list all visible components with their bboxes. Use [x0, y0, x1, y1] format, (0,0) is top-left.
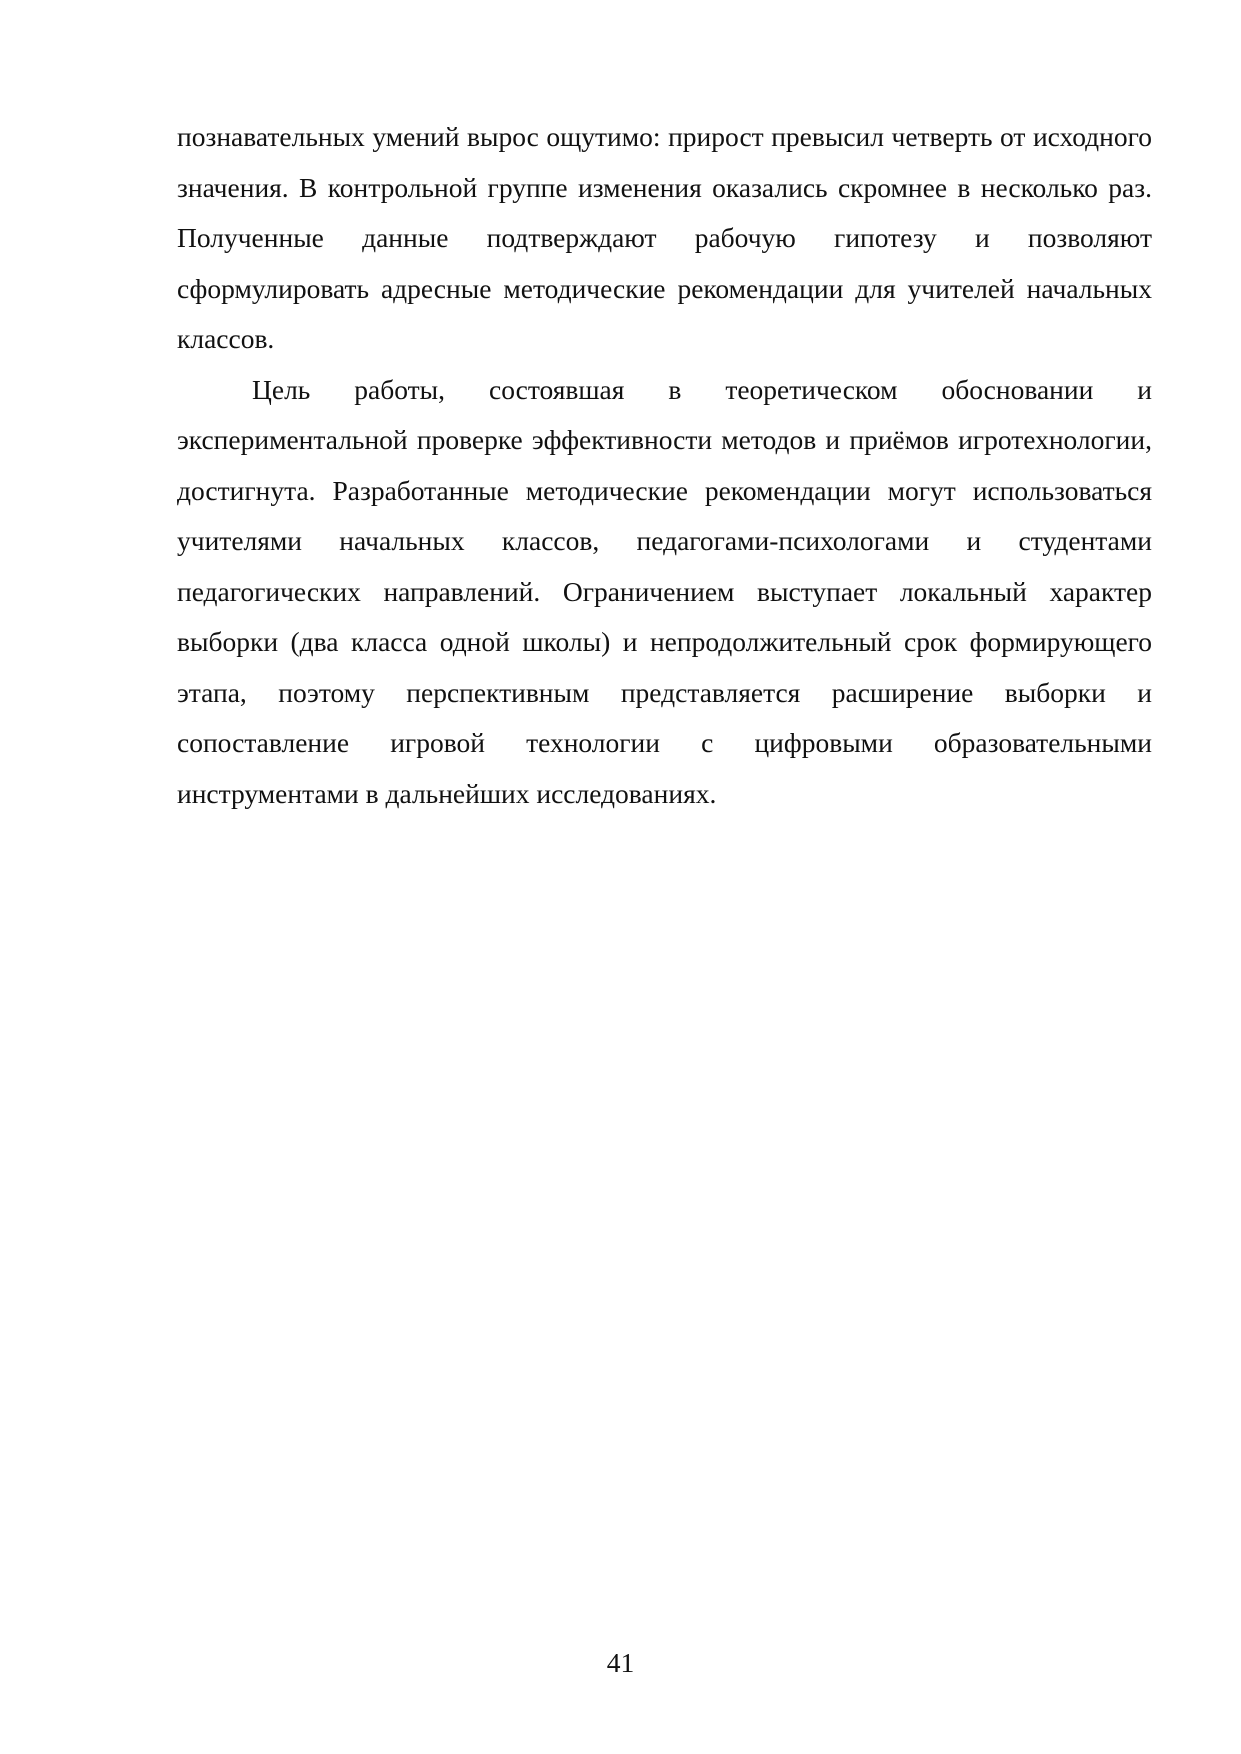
paragraph-conclusion: Цель работы, состоявшая в теоретическом обосновании и экспериментальной проверке эффективности методов и приёмов игротехнологии, достигнута. Разработанные методические рекомендации могут использоваться учителями начальных классов, педагогами-психологами и студентами педагогических направлений. Ограничением выступает локальный характер выборки (два класса одной школы) и непродолжительный срок формирующего этапа, поэтому перспективным представляется расширение выборки и сопоставление игровой технологии с цифровыми образовательными инструментами в дальнейших исследованиях. [177, 373, 1152, 809]
body-text [177, 112, 1152, 819]
paragraph-continuation: познавательных умений вырос ощутимо: прирост превысил четверть от исходного значения. В контрольной группе изменения оказались скромнее в несколько раз. Полученные данные подтверждают рабочую гипотезу и позволяют сформулировать адресные методические рекомендации для учителей начальных классов. [177, 121, 1152, 354]
page-number: 41 [606, 1647, 635, 1678]
